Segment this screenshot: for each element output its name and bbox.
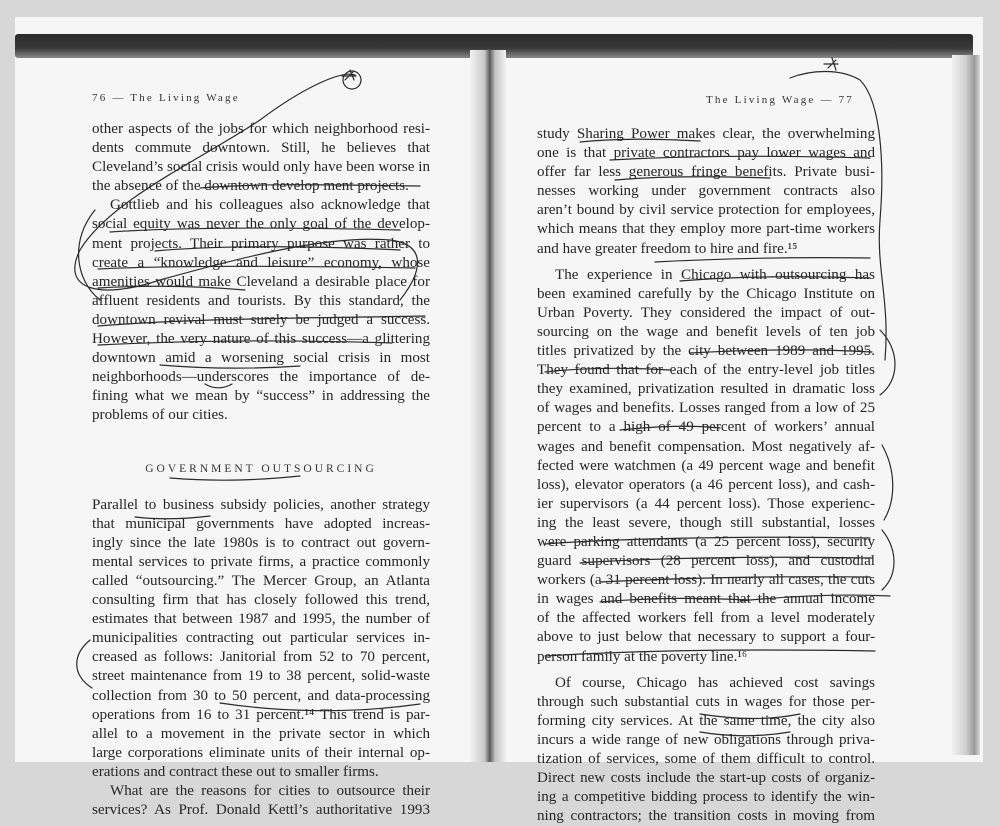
text-line: downtown revival must surely be judged a success. [92,311,430,328]
text-line: create a “knowledge and leisure” economy, whose [92,254,430,271]
text-line: municipalities contracting out particular services in- [92,630,430,647]
left-page-text [92,120,430,820]
right-page-text [537,125,875,826]
text-line: fining what we mean by “success” in addressing the [92,388,430,405]
text-line: However, the very nature of this success—a glittering [92,331,430,348]
text-line: the absence of the downtown develop ment projects. [92,178,409,195]
text-line: of wages and benefits. Losses ranged from a low of 25 [537,400,875,417]
text-line: were parking attendants (a 25 percent loss), security [537,533,875,550]
text-line: person family at the poverty line.¹⁶ [537,648,748,665]
text-line: guard supervisors (28 percent loss), and custodial [537,553,875,570]
text-line: workers (a 31 percent loss). In nearly all cases, the cuts [537,572,875,589]
paragraph [92,196,430,425]
text-line: ment projects. Their primary purpose was rather to [92,235,430,252]
text-line: of the affected workers fell from a level moderately [537,610,875,627]
section-heading: GOVERNMENT OUTSOURCING [145,462,377,475]
text-line: Urban Poverty. They considered the impact of out- [537,304,875,321]
text-line: They found that for each of the entry-level job titles [537,362,875,379]
text-line: study Sharing Power makes clear, the overwhelming [537,126,875,142]
text-line: large corporations eliminate units of their internal op- [92,744,430,761]
text-line: allel to a movement in the private sector in which [92,725,430,742]
paragraph [92,120,430,196]
text-line: wages and benefit compensation. Most negatively af- [537,438,875,455]
text-line: aren’t bound by civil service protection for employees, [537,202,875,219]
text-line: that municipal governments have adopted increas- [92,515,430,532]
text-line: percent to a high of 49 percent of workers’ annual [537,419,875,436]
text-line: ing the least severe, though still substantial, losses [537,514,875,531]
right-running-head: The Living Wage — 77 [706,94,855,106]
text-line: downtown amid a worsening social crisis in most [92,350,430,367]
text-line: other aspects of the jobs for which neighborhood resi- [92,121,430,137]
text-line: affluent residents and tourists. By this standard, the [92,292,430,309]
text-line: one is that private contractors pay lower wages and [537,145,875,162]
text-line: nesses working under government contracts also [537,183,875,200]
text-line: incurs a wide range of new obligations through priva- [537,731,875,748]
paragraph [537,674,875,826]
text-line: creased as follows: Janitorial from 52 to 70 percent, [92,649,430,666]
text-line: operations from 16 to 31 percent.¹⁴ This trend is par- [92,706,430,723]
text-line: Direct new costs include the start-up costs of organiz- [537,770,875,787]
text-line: problems of our cities. [92,407,228,424]
paragraph [92,496,430,782]
text-line: Parallel to business subsidy policies, another strategy [92,496,430,513]
text-line: been examined carefully by the Chicago Institute on [537,285,875,302]
text-line: and have greater freedom to hire and fire.¹⁵ [537,240,798,257]
text-line: tization of services, some of them difficult to control. [537,751,875,767]
text-line: forming city services. At the same time, the city also [537,712,875,729]
text-line: fected were watchmen (a 49 percent wage and benefit [537,457,875,474]
text-line: consulting firm that has closely followed this trend, [92,592,430,609]
text-line: mental services to private firms, a practice commonly [92,553,430,570]
text-line: dents commute downtown. Still, he believes that [92,140,430,157]
text-line: social equity was never the only goal of the develop- [92,216,430,233]
text-line: sourcing on the wage and benefit levels of ten job [537,323,875,340]
paragraph [537,266,875,667]
page-edge-shadow [952,55,980,755]
text-line: through such substantial cuts in wages for those per- [537,693,875,710]
paragraph [537,125,875,259]
text-line: ning contractors; the transition costs in moving from [537,808,875,825]
text-line: offer far less generous fringe benefits. Private busi- [537,164,875,181]
text-line: What are the reasons for cities to outsource their [110,783,430,799]
text-line: loss), elevator operators (a 46 percent loss), and cash- [537,476,875,493]
page-gutter [470,50,506,762]
text-line: neighborhoods—underscores the importance of de- [92,369,430,386]
text-line: in wages and benefits meant that the annual income [537,591,875,608]
paragraph [92,782,430,820]
text-line: services? As Prof. Donald Kettl’s authoritative 1993 [92,802,430,819]
text-line: amenities would make Cleveland a desirable place for [92,273,430,290]
text-line: estimates that between 1987 and 1995, the number of [92,611,430,628]
text-line: above to just below that necessary to support a four- [537,629,875,646]
text-line: ier supervisors (a 44 percent loss). Those experienc- [537,495,875,512]
text-line: titles privatized by the city between 1989 and 1995. [537,343,875,360]
text-line: Of course, Chicago has achieved cost savings [555,674,875,691]
text-line: The experience in Chicago with outsourcing has [555,266,875,283]
text-line: Cleveland’s social crisis would only have been worse in [92,159,430,176]
text-line: street maintenance from 19 to 38 percent, solid-waste [92,668,430,685]
text-line: ingly since the late 1980s is to contract out govern- [92,534,430,551]
text-line: collection from 30 to 50 percent, and data-processing [92,687,430,704]
text-line: Gottlieb and his colleagues also acknowledge that [110,197,430,214]
text-line: erations and contract these out to smaller firms. [92,763,379,780]
text-line: ing a competitive bidding process to identify the win- [537,789,875,806]
text-line: they examined, privatization resulted in dramatic loss [537,381,875,398]
text-line: which means that they employ more part-time workers [537,221,875,238]
text-line: called “outsourcing.” The Mercer Group, an Atlanta [92,572,430,589]
left-running-head: 76 — The Living Wage [92,92,240,104]
